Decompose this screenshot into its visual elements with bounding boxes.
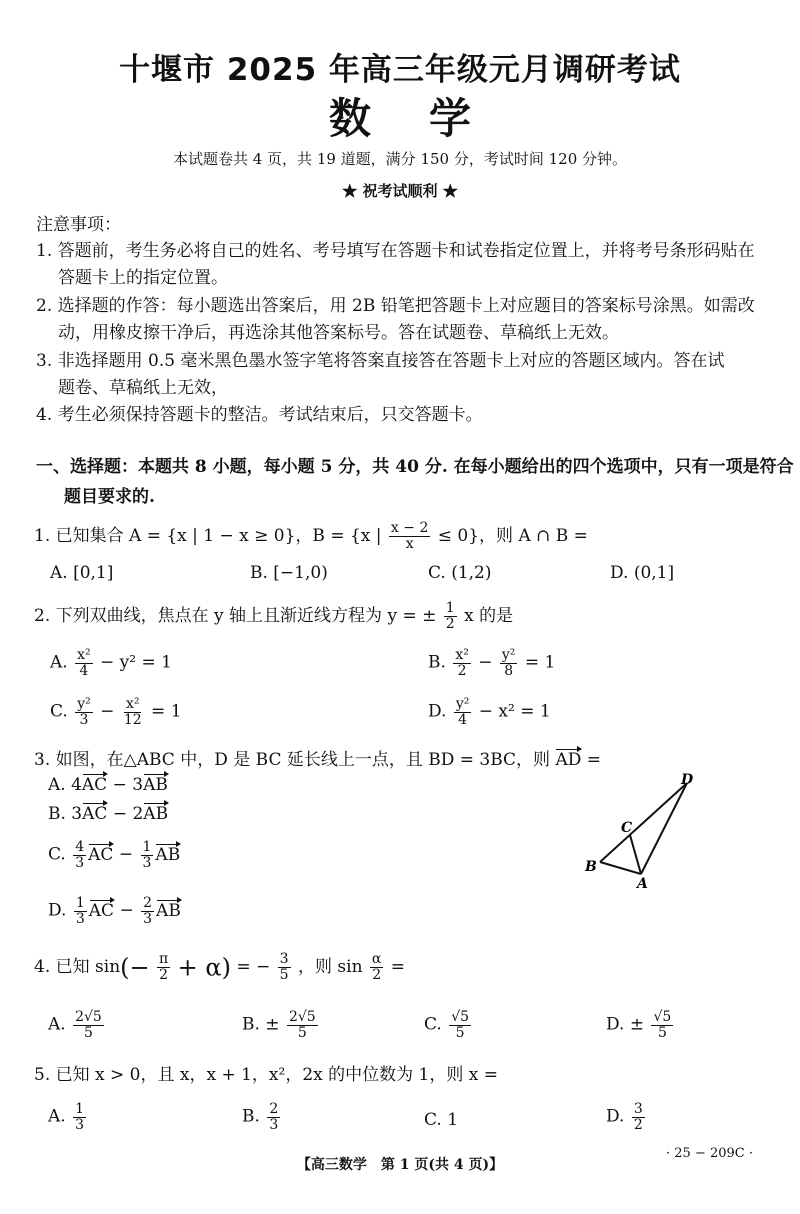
note-2a: 2. 选择题的作答：每小题选出答案后，用 2B 铅笔把答题卡上对应题目的答案标号涂黑。如需改	[36, 296, 755, 316]
q1-option-c: C. (1,2)	[428, 563, 492, 583]
figure-edge-bd	[600, 783, 687, 862]
q5-option-b: B. $\frac{2}{3}$	[242, 1101, 279, 1133]
q5-option-a: A. $\frac{1}{3}$	[48, 1101, 85, 1133]
q4-stem: 4. 已知 sin(− $\frac{\pi}{2}$ + α) = − $\frac{3}{5}$ ，则 sin $\frac{\alpha}{2}$ =	[34, 951, 406, 983]
q2-option-d: D. $\frac{\text{y²}}{4}$ − x² = 1	[428, 696, 551, 728]
exam-intro: 本试题卷共 4 页，共 19 道题，满分 150 分，考试时间 120 分钟。	[172, 150, 628, 168]
q1-option-a: A. [0,1]	[50, 563, 114, 583]
q2-option-b: B. $\frac{\text{x²}}{2}$ − $\frac{\text{y²}}{8}$ = 1	[428, 647, 556, 679]
note-2b: 动，用橡皮擦干净后，再选涂其他答案标号。答在试题卷、草稿纸上无效。	[58, 323, 619, 343]
note-1a: 1. 答题前，考生务必将自己的姓名、考号填写在答题卡和试卷指定位置上，并将考号条形码贴在	[36, 241, 755, 261]
figure-edge-ac	[630, 835, 641, 874]
figure-edge-ba	[600, 862, 641, 874]
subject-title: 数 学	[328, 94, 471, 143]
note-3b: 题卷、草稿纸上无效，	[58, 378, 228, 398]
q4-option-b: B. ± $\frac{2√5}{5}$	[242, 1009, 316, 1041]
q4-option-a: A. $\frac{2√5}{5}$	[48, 1009, 102, 1041]
q2-option-c: C. $\frac{\text{y²}}{3}$ − $\frac{\text{x²}}{12}$ = 1	[50, 696, 182, 728]
section1-line2: 题目要求的.	[64, 487, 155, 507]
exam-code: · 25 − 209C ·	[666, 1146, 753, 1161]
q3-option-c: C. $\frac{4}{3}$ AC − $\frac{1}{3}$ AB	[48, 839, 181, 871]
notes-heading: 注意事项：	[36, 215, 121, 235]
q1-option-b: B. [−1,0)	[250, 563, 328, 583]
q3-option-a: A. 4AC − 3AB	[48, 775, 168, 795]
q4-option-d: D. ± $\frac{√5}{5}$	[606, 1009, 672, 1041]
q2-stem: 2. 下列双曲线，焦点在 y 轴上且渐近线方程为 y = ± $\frac{1}{2}$ x 的是	[34, 600, 514, 632]
figure-label-a: A	[637, 876, 648, 890]
q3-stem: 3. 如图，在△ABC 中，D 是 BC 延长线上一点，且 BD = 3BC，则 AD =	[34, 750, 602, 770]
triangle-figure	[575, 770, 705, 890]
q3-option-d: D. $\frac{1}{3}$ AC − $\frac{2}{3}$ AB	[48, 895, 181, 927]
figure-label-c: C	[621, 820, 633, 836]
blessing: ★ 祝考试顺利 ★	[342, 182, 458, 200]
section1-line1: 一、选择题：本题共 8 小题，每小题 5 分，共 40 分. 在每小题给出的四个选项中，只有一项是符合	[36, 457, 794, 477]
figure-label-d: D	[681, 772, 694, 788]
q5-option-d: D. $\frac{3}{2}$	[606, 1101, 643, 1133]
note-4: 4. 考生必须保持答题卡的整洁。考试结束后，只交答题卡。	[36, 405, 483, 425]
q4-option-c: C. $\frac{√5}{5}$	[424, 1009, 470, 1041]
q5-stem: 5. 已知 x > 0，且 x，x + 1，x²，2x 的中位数为 1，则 x =	[34, 1065, 498, 1085]
q5-option-c: C. 1	[424, 1110, 459, 1130]
q1-option-d: D. (0,1]	[610, 563, 675, 583]
q2-option-a: A. $\frac{\text{x²}}{4}$ − y² = 1	[50, 647, 172, 679]
note-3a: 3. 非选择题用 0.5 毫米黑色墨水签字笔将答案直接答在答题卡上对应的答题区域内。答在试	[36, 351, 725, 371]
exam-title: 十堰市 2025 年高三年级元月调研考试	[119, 52, 681, 88]
q3-option-b: B. 3AC − 2AB	[48, 804, 169, 824]
page-footer: 【高三数学 第 1 页(共 4 页)】	[296, 1157, 504, 1173]
figure-label-b: B	[585, 859, 597, 875]
figure-edge-ad	[641, 783, 687, 874]
note-1b: 答题卡上的指定位置。	[58, 268, 228, 288]
q1-stem: 1. 已知集合 A = {x | 1 − x ≥ 0}，B = {x | $\frac{x - 2}{x}$ ≤ 0}，则 A ∩ B =	[34, 520, 588, 552]
